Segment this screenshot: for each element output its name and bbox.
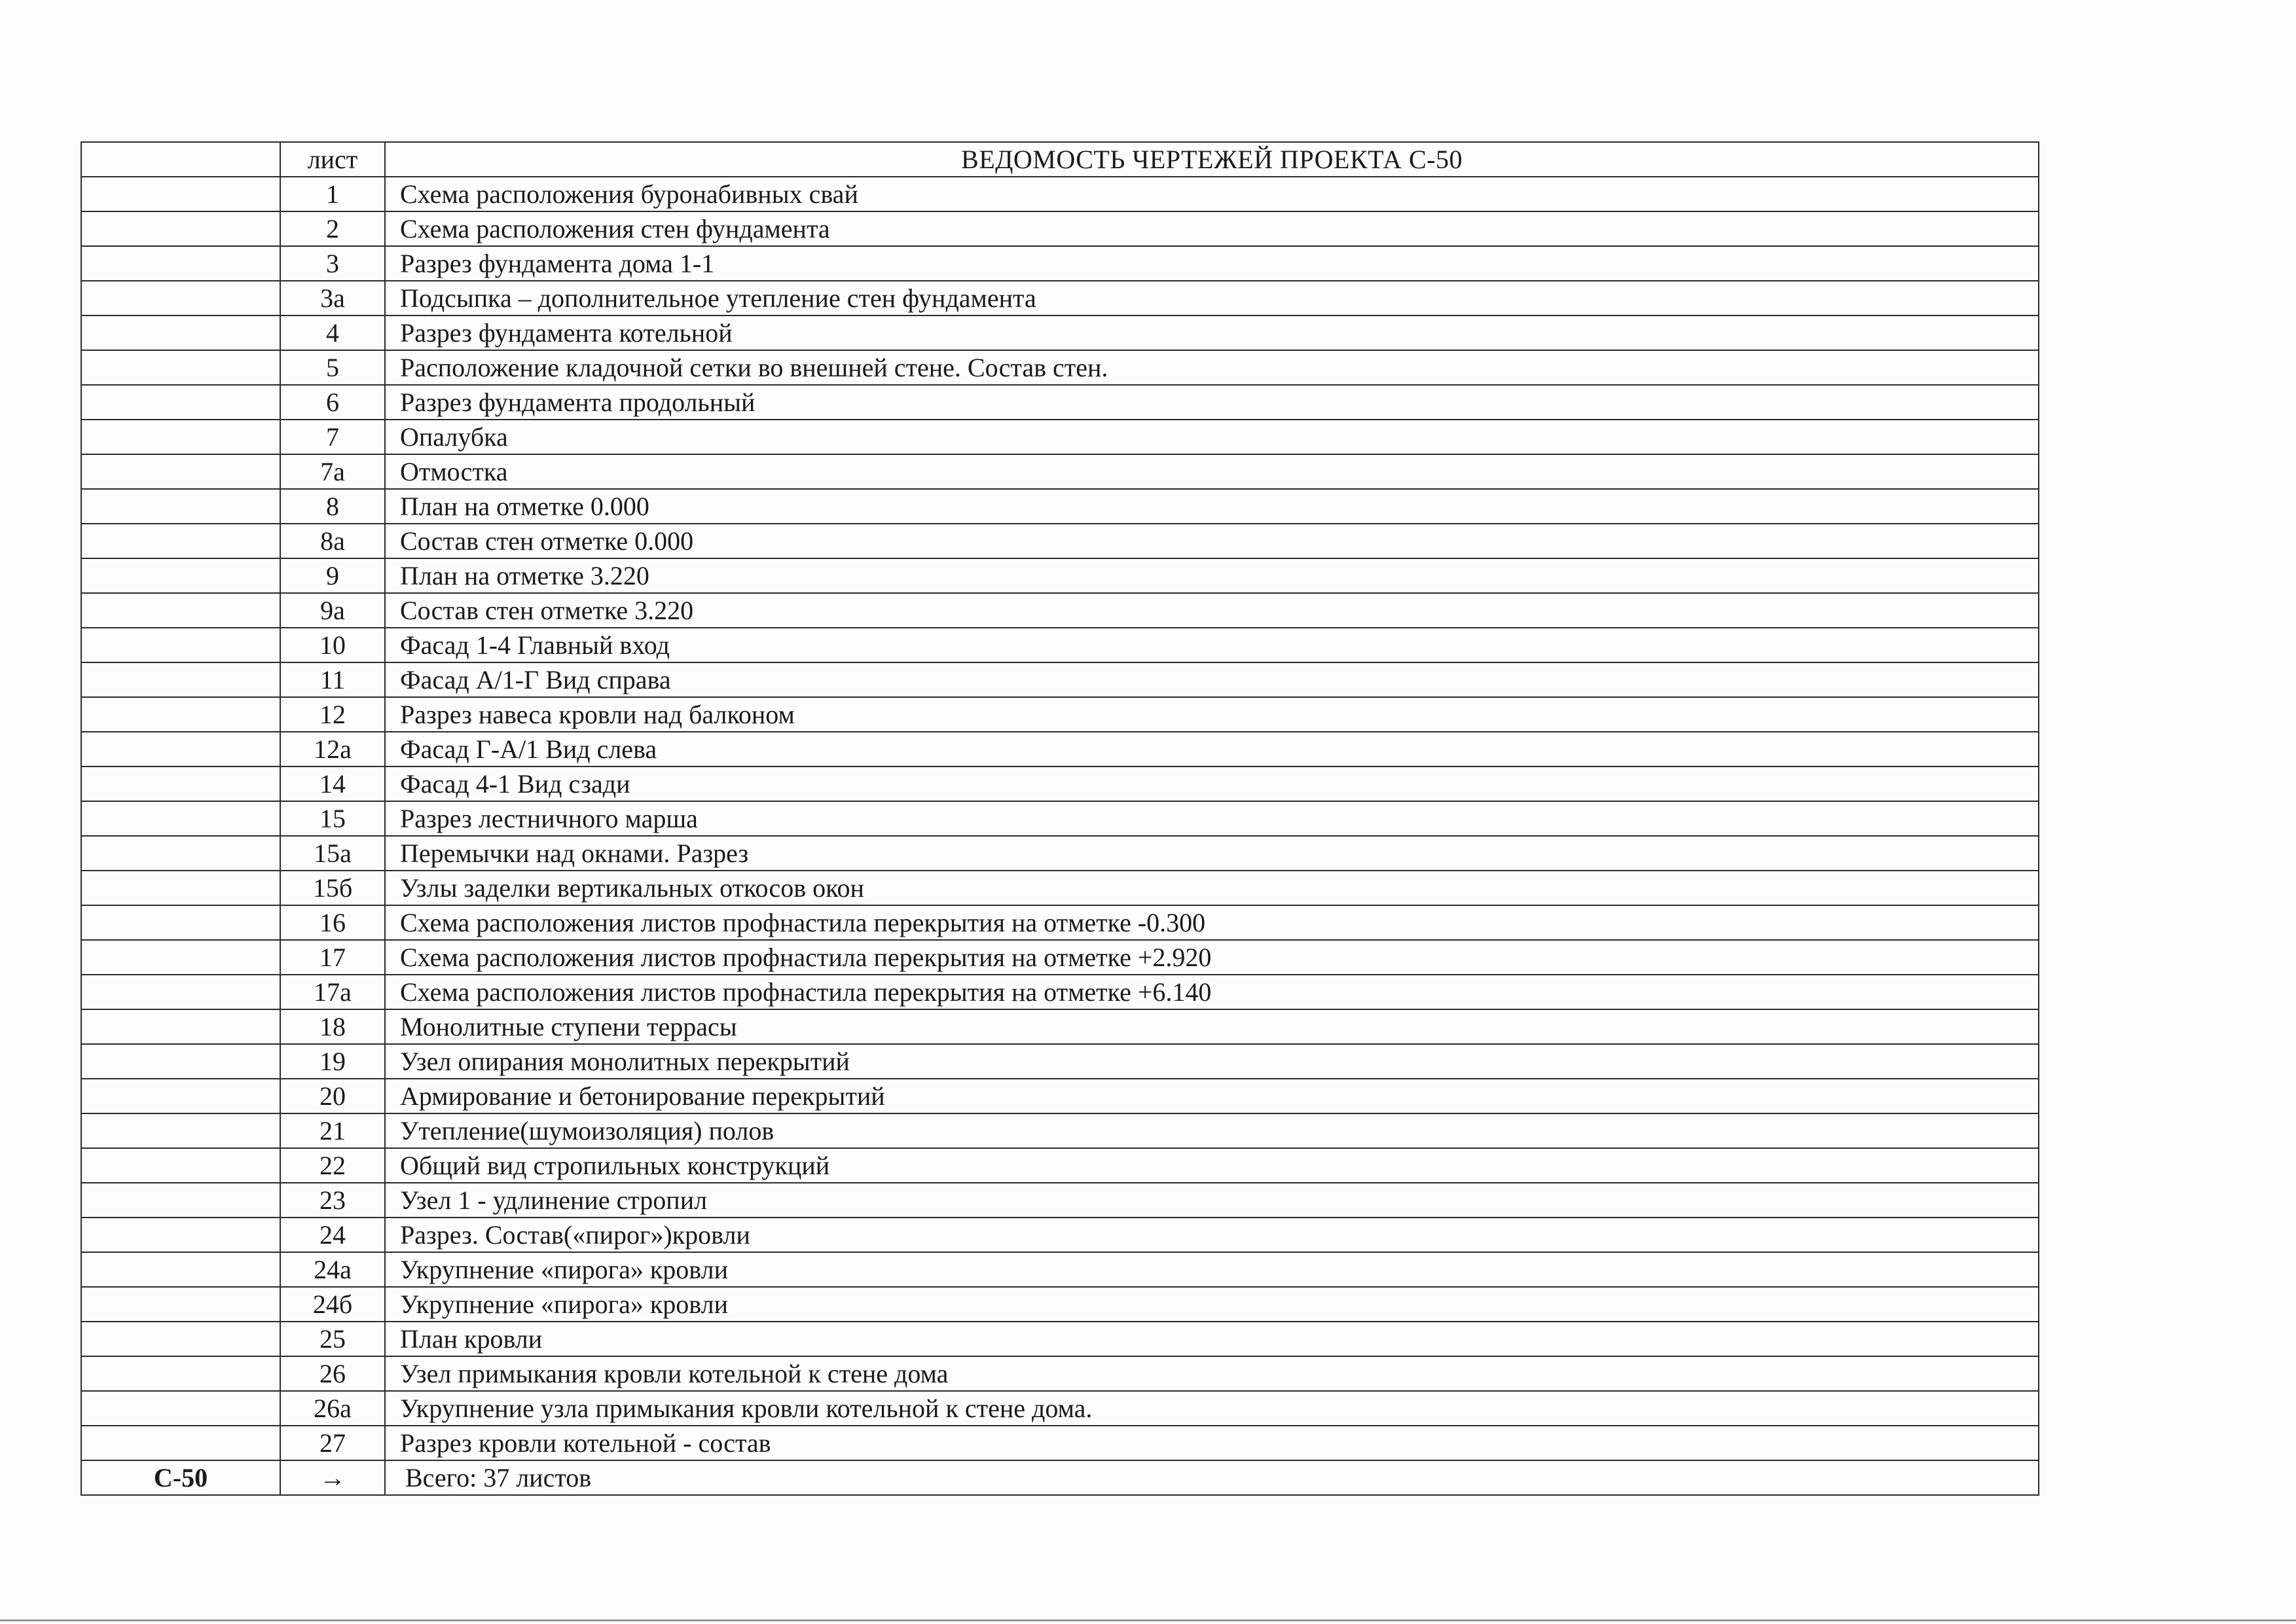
drawing-title: Разрез фундамента продольный xyxy=(385,385,2039,420)
code-cell xyxy=(81,489,280,524)
table-row xyxy=(81,385,2039,420)
table-row xyxy=(81,732,2039,767)
drawing-title: Разрез лестничного марша xyxy=(385,801,2039,836)
code-cell xyxy=(81,1148,280,1183)
table-row xyxy=(81,801,2039,836)
sheet-number: 3 xyxy=(280,246,385,281)
drawing-title: План кровли xyxy=(385,1322,2039,1356)
drawing-title: Схема расположения листов профнастила перекрытия на отметке +2.920 xyxy=(385,940,2039,975)
table-row xyxy=(81,281,2039,316)
table-row xyxy=(81,1044,2039,1079)
drawing-title: Утепление(шумоизоляция) полов xyxy=(385,1113,2039,1148)
code-cell xyxy=(81,350,280,385)
code-cell xyxy=(81,246,280,281)
table-row xyxy=(81,420,2039,454)
code-cell xyxy=(81,1356,280,1391)
drawing-title: Перемычки над окнами. Разрез xyxy=(385,836,2039,871)
code-cell xyxy=(81,524,280,558)
drawing-title: Фасад Г-А/1 Вид слева xyxy=(385,732,2039,767)
sheet-number: 9 xyxy=(280,558,385,593)
sheet-number: 8а xyxy=(280,524,385,558)
table-row xyxy=(81,177,2039,211)
drawing-registry-table xyxy=(81,141,2039,1496)
sheet-number: 8 xyxy=(280,489,385,524)
drawing-title: Расположение кладочной сетки во внешней стене. Состав стен. xyxy=(385,350,2039,385)
table-row xyxy=(81,871,2039,905)
drawing-title: Состав стен отметке 0.000 xyxy=(385,524,2039,558)
code-cell xyxy=(81,1252,280,1287)
table-row xyxy=(81,1426,2039,1460)
sheet-number: 20 xyxy=(280,1079,385,1113)
sheet-number: 25 xyxy=(280,1322,385,1356)
table-row xyxy=(81,1183,2039,1218)
code-cell xyxy=(81,767,280,801)
sheet-number: 6 xyxy=(280,385,385,420)
drawing-title: Схема расположения буронабивных свай xyxy=(385,177,2039,211)
sheet-number: 26а xyxy=(280,1391,385,1426)
table-row xyxy=(81,975,2039,1009)
table-row xyxy=(81,1287,2039,1322)
drawing-title: Узлы заделки вертикальных откосов окон xyxy=(385,871,2039,905)
code-cell xyxy=(81,1322,280,1356)
sheet-number: 2 xyxy=(280,211,385,246)
drawing-title: Узел примыкания кровли котельной к стене дома xyxy=(385,1356,2039,1391)
drawing-title: Разрез фундамента дома 1-1 xyxy=(385,246,2039,281)
table-row xyxy=(81,1079,2039,1113)
total-row xyxy=(81,1460,2039,1495)
sheet-number: 9а xyxy=(280,593,385,628)
code-cell xyxy=(81,420,280,454)
code-cell xyxy=(81,558,280,593)
code-cell xyxy=(81,1218,280,1252)
table-row xyxy=(81,558,2039,593)
table-row xyxy=(81,697,2039,732)
drawing-title: Узел опирания монолитных перекрытий xyxy=(385,1044,2039,1079)
table-row xyxy=(81,1218,2039,1252)
sheet-number: 24а xyxy=(280,1252,385,1287)
registry-body xyxy=(81,142,2039,1460)
project-code: С-50 xyxy=(81,1460,280,1495)
sheet-number: 15а xyxy=(280,836,385,871)
header-code-cell xyxy=(81,142,280,177)
code-cell xyxy=(81,871,280,905)
sheet-number: 21 xyxy=(280,1113,385,1148)
sheet-number: 26 xyxy=(280,1356,385,1391)
drawing-title: Армирование и бетонирование перекрытий xyxy=(385,1079,2039,1113)
drawing-title: Монолитные ступени террасы xyxy=(385,1009,2039,1044)
code-cell xyxy=(81,801,280,836)
code-cell xyxy=(81,905,280,940)
arrow-marker: → xyxy=(280,1460,385,1495)
drawing-title: Фасад А/1-Г Вид справа xyxy=(385,662,2039,697)
code-cell xyxy=(81,593,280,628)
drawing-title: Фасад 1-4 Главный вход xyxy=(385,628,2039,662)
code-cell xyxy=(81,662,280,697)
table-row xyxy=(81,662,2039,697)
document-title: ВЕДОМОСТЬ ЧЕРТЕЖЕЙ ПРОЕКТА С-50 xyxy=(385,142,2039,177)
table-row xyxy=(81,489,2039,524)
code-cell xyxy=(81,697,280,732)
drawing-title: Опалубка xyxy=(385,420,2039,454)
drawing-title: Укрупнение узла примыкания кровли котельной к стене дома. xyxy=(385,1391,2039,1426)
sheet-number: 12а xyxy=(280,732,385,767)
table-row xyxy=(81,454,2039,489)
sheet-number: 7 xyxy=(280,420,385,454)
sheet-total: Всего: 37 листов xyxy=(385,1460,2039,1495)
drawing-title: Разрез кровли котельной - состав xyxy=(385,1426,2039,1460)
sheet-number: 24б xyxy=(280,1287,385,1322)
sheet-number: 22 xyxy=(280,1148,385,1183)
code-cell xyxy=(81,454,280,489)
sheet-number: 11 xyxy=(280,662,385,697)
code-cell xyxy=(81,628,280,662)
drawing-title: План на отметке 0.000 xyxy=(385,489,2039,524)
code-cell xyxy=(81,211,280,246)
code-cell xyxy=(81,1287,280,1322)
drawing-title: Укрупнение «пирога» кровли xyxy=(385,1287,2039,1322)
table-row xyxy=(81,350,2039,385)
table-row xyxy=(81,1148,2039,1183)
code-cell xyxy=(81,975,280,1009)
table-row xyxy=(81,940,2039,975)
drawing-title: Схема расположения листов профнастила перекрытия на отметке -0.300 xyxy=(385,905,2039,940)
table-row xyxy=(81,1391,2039,1426)
table-row xyxy=(81,1356,2039,1391)
sheet-number: 12 xyxy=(280,697,385,732)
sheet-number: 10 xyxy=(280,628,385,662)
sheet-number: 3а xyxy=(280,281,385,316)
sheet-number: 5 xyxy=(280,350,385,385)
sheet-number: 14 xyxy=(280,767,385,801)
table-row xyxy=(81,524,2039,558)
code-cell xyxy=(81,1009,280,1044)
drawing-title: Состав стен отметке 3.220 xyxy=(385,593,2039,628)
sheet-number: 16 xyxy=(280,905,385,940)
sheet-number: 1 xyxy=(280,177,385,211)
code-cell xyxy=(81,732,280,767)
table-row xyxy=(81,905,2039,940)
table-row xyxy=(81,1252,2039,1287)
drawing-title: Разрез навеса кровли над балконом xyxy=(385,697,2039,732)
sheet-number: 17а xyxy=(280,975,385,1009)
table-row xyxy=(81,246,2039,281)
sheet-number: 15б xyxy=(280,871,385,905)
drawing-title: Подсыпка – дополнительное утепление стен фундамента xyxy=(385,281,2039,316)
sheet-number: 23 xyxy=(280,1183,385,1218)
sheet-number: 15 xyxy=(280,801,385,836)
code-cell xyxy=(81,1183,280,1218)
drawing-title: Схема расположения стен фундамента xyxy=(385,211,2039,246)
sheet-number: 4 xyxy=(280,316,385,350)
code-cell xyxy=(81,316,280,350)
sheet-number: 27 xyxy=(280,1426,385,1460)
table-row xyxy=(81,1009,2039,1044)
code-cell xyxy=(81,1113,280,1148)
code-cell xyxy=(81,1391,280,1426)
sheet-number: 18 xyxy=(280,1009,385,1044)
code-cell xyxy=(81,836,280,871)
table-row xyxy=(81,628,2039,662)
drawing-title: План на отметке 3.220 xyxy=(385,558,2039,593)
sheet-number: 7а xyxy=(280,454,385,489)
drawing-title: Разрез фундамента котельной xyxy=(385,316,2039,350)
code-cell xyxy=(81,1044,280,1079)
table-row xyxy=(81,1113,2039,1148)
drawing-title: Узел 1 - удлинение стропил xyxy=(385,1183,2039,1218)
header-row xyxy=(81,142,2039,177)
sheet-number: 19 xyxy=(280,1044,385,1079)
code-cell xyxy=(81,1079,280,1113)
sheet-number: 17 xyxy=(280,940,385,975)
table-row xyxy=(81,767,2039,801)
drawing-title: Фасад 4-1 Вид сзади xyxy=(385,767,2039,801)
scan-edge-line xyxy=(0,1619,2296,1621)
header-sheet-label: лист xyxy=(280,142,385,177)
table-row xyxy=(81,836,2039,871)
drawing-title: Схема расположения листов профнастила перекрытия на отметке +6.140 xyxy=(385,975,2039,1009)
code-cell xyxy=(81,281,280,316)
table-row xyxy=(81,1322,2039,1356)
code-cell xyxy=(81,940,280,975)
code-cell xyxy=(81,177,280,211)
sheet-number: 24 xyxy=(280,1218,385,1252)
table-row xyxy=(81,211,2039,246)
code-cell xyxy=(81,1426,280,1460)
drawing-title: Укрупнение «пирога» кровли xyxy=(385,1252,2039,1287)
drawing-title: Общий вид стропильных конструкций xyxy=(385,1148,2039,1183)
table-row xyxy=(81,593,2039,628)
table-row xyxy=(81,316,2039,350)
drawing-title: Отмостка xyxy=(385,454,2039,489)
code-cell xyxy=(81,385,280,420)
drawing-title: Разрез. Состав(«пирог»)кровли xyxy=(385,1218,2039,1252)
